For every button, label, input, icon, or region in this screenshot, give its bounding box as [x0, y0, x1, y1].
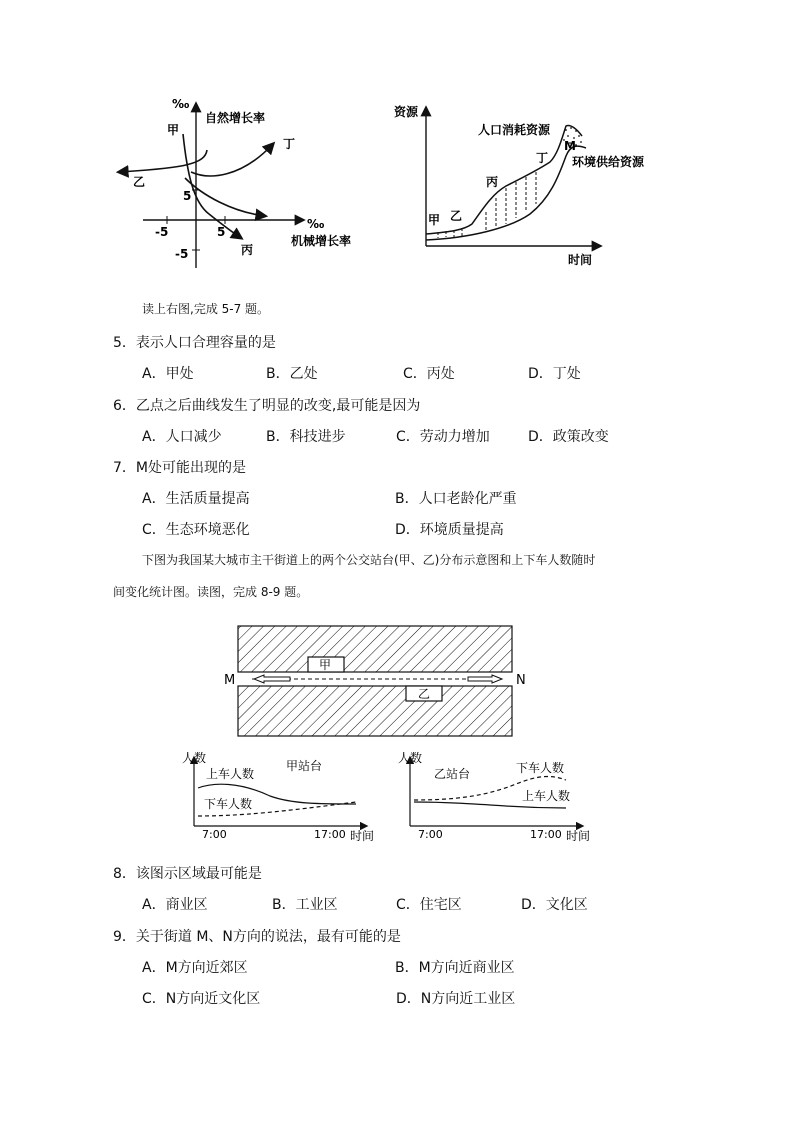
q9-option-a[interactable]: A．M方向近郊区 [142, 960, 248, 976]
q9-option-b[interactable]: B．M方向近商业区 [395, 960, 515, 976]
q8-option-b[interactable]: B．工业区 [272, 897, 338, 913]
curve-jia [183, 134, 241, 238]
point-bing: 丙 [486, 175, 499, 189]
curve-yi [119, 150, 207, 172]
growth-rate-diagram [105, 92, 375, 272]
stop-jia-label: 甲 [319, 658, 332, 672]
y-axis-label: 人数 [398, 751, 423, 765]
resource-diagram [390, 98, 660, 268]
arrow-left [254, 675, 290, 683]
label-bing: 丙 [241, 243, 254, 257]
q5-stem: 5．表示人口合理容量的是 [113, 335, 276, 351]
series-board-label: 上车人数 [206, 767, 255, 781]
north-block [238, 626, 512, 672]
tick-x-pos: 5 [217, 225, 226, 239]
y-axis-label: 人数 [182, 751, 207, 765]
x-axis-label: 机械增长率 [291, 234, 352, 248]
q5-option-d[interactable]: D．丁处 [528, 366, 581, 382]
q6-option-c[interactable]: C．劳动力增加 [396, 429, 490, 445]
q9-option-c[interactable]: C．N方向近文化区 [142, 991, 261, 1007]
end-m-label: M [224, 673, 236, 688]
q6-stem: 6．乙点之后曲线发生了明显的改变,最可能是因为 [113, 398, 421, 414]
south-block [238, 686, 512, 736]
series-board-label: 上车人数 [522, 789, 571, 803]
point-jia: 甲 [428, 213, 441, 227]
stop-jia-chart [180, 748, 380, 844]
point-yi: 乙 [450, 209, 463, 223]
q5-option-a[interactable]: A．甲处 [142, 366, 194, 382]
x-start-label: 7:00 [202, 828, 227, 841]
q8-option-a[interactable]: A．商业区 [142, 897, 208, 913]
q6-option-a[interactable]: A．人口减少 [142, 429, 222, 445]
q7-option-a[interactable]: A．生活质量提高 [142, 491, 250, 507]
street-diagram [222, 622, 532, 740]
q5-option-b[interactable]: B．乙处 [266, 366, 318, 382]
q5-option-c[interactable]: C．丙处 [403, 366, 455, 382]
q6-option-d[interactable]: D．政策改变 [528, 429, 609, 445]
point-m: M [564, 139, 576, 153]
q7-option-b[interactable]: B．人口老龄化严重 [395, 491, 517, 507]
y-axis-label: 资源 [394, 105, 419, 119]
chart-title: 乙站台 [434, 767, 471, 781]
end-n-label: N [516, 673, 526, 688]
supply-label: 环境供给资源 [572, 155, 645, 169]
intro-8-9-line2: 间变化统计图。读图，完成 8-9 题。 [113, 585, 309, 599]
x-start-label: 7:00 [418, 828, 443, 841]
q7-stem: 7．M处可能出现的是 [113, 460, 246, 476]
label-yi: 乙 [133, 175, 146, 189]
q8-option-c[interactable]: C．住宅区 [396, 897, 462, 913]
q8-option-d[interactable]: D．文化区 [521, 897, 588, 913]
y-axis-label: 自然增长率 [205, 111, 266, 125]
series-alight-label: 下车人数 [204, 797, 253, 811]
q9-stem: 9．关于街道 M、N方向的说法，最有可能的是 [113, 929, 401, 945]
series-alight-label: 下车人数 [516, 761, 565, 775]
q9-option-d[interactable]: D．N方向近工业区 [396, 991, 516, 1007]
q7-option-d[interactable]: D．环境质量提高 [395, 522, 504, 538]
x-end-label: 17:00 [530, 828, 562, 841]
label-ding: 丁 [283, 137, 296, 151]
chart-title: 甲站台 [286, 759, 323, 773]
tick-y-neg: -5 [175, 247, 189, 261]
curve-ding [191, 144, 273, 176]
label-jia: 甲 [167, 123, 180, 137]
consume-label: 人口消耗资源 [478, 123, 551, 137]
tick-y-pos: 5 [183, 189, 192, 203]
arrow-right [468, 675, 502, 683]
stop-yi-label: 乙 [418, 687, 431, 701]
point-ding: 丁 [536, 151, 549, 165]
q7-option-c[interactable]: C．生态环境恶化 [142, 522, 250, 538]
q6-option-b[interactable]: B．科技进步 [266, 429, 346, 445]
x-unit: ‰ [307, 217, 325, 231]
x-end-label: 17:00 [314, 828, 346, 841]
x-axis-label: 时间 [568, 253, 593, 267]
q8-stem: 8．该图示区域最可能是 [113, 866, 262, 882]
stop-yi-chart [396, 748, 596, 844]
x-axis-label: 时间 [350, 829, 375, 843]
intro-5-7: 读上右图,完成 5-7 题。 [142, 302, 270, 316]
x-axis-label: 时间 [566, 829, 591, 843]
intro-8-9-line1: 下图为我国某大城市主干街道上的两个公交站台(甲、乙)分布示意图和上下车人数随时 [142, 553, 596, 567]
y-unit: ‰ [172, 97, 190, 111]
tick-x-neg: -5 [155, 225, 169, 239]
